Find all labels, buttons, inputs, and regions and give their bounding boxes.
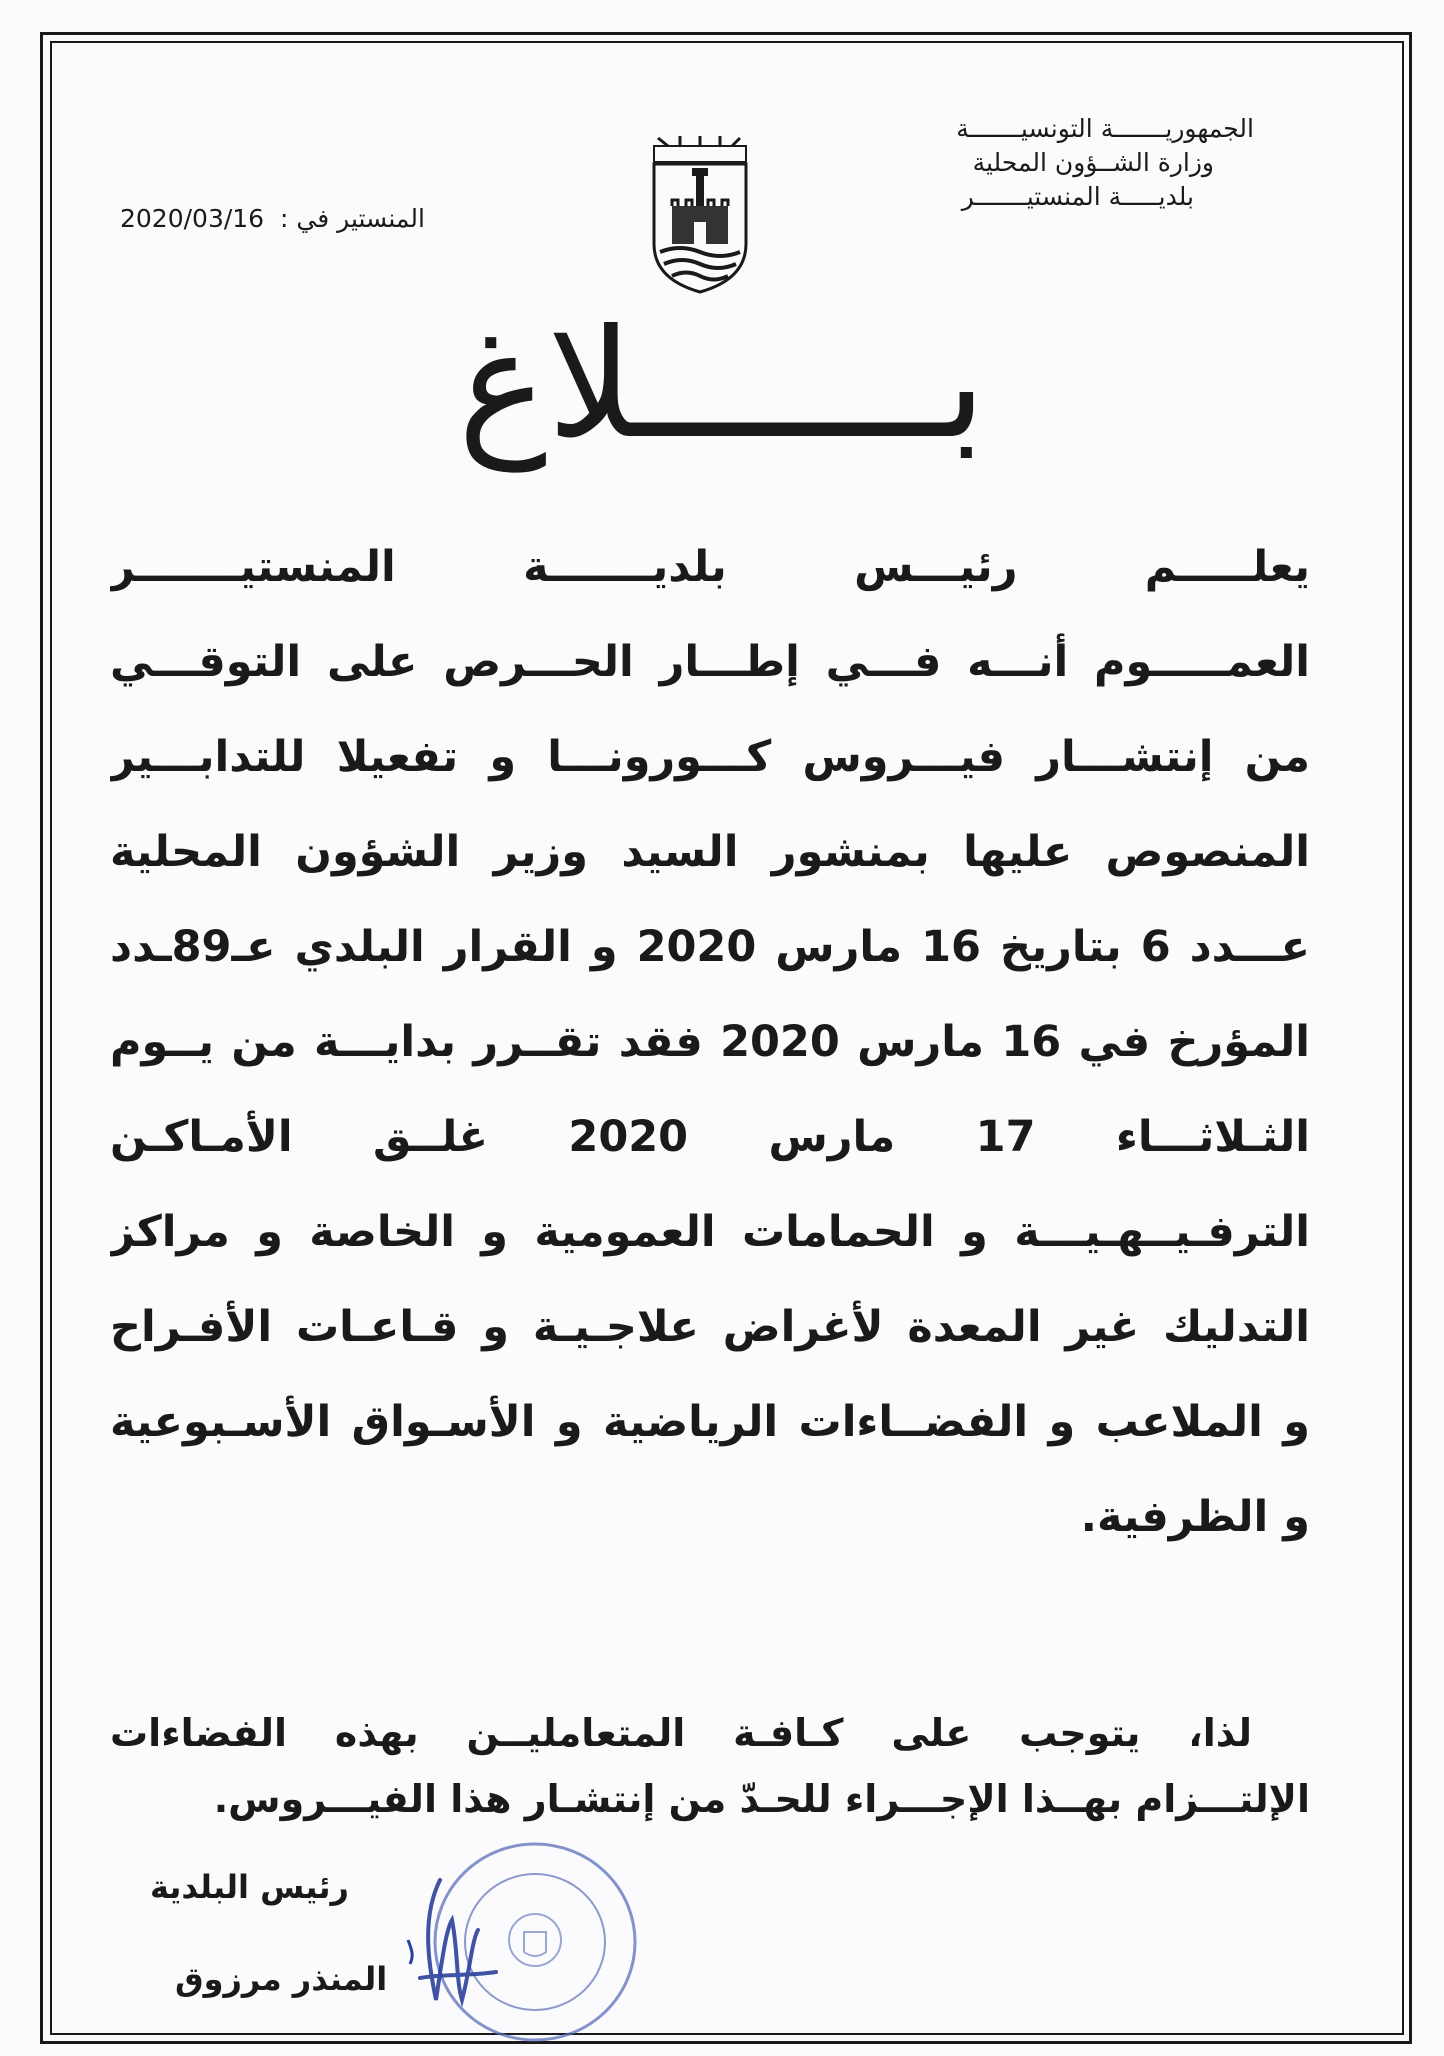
body-line: و الظرفية. bbox=[1080, 1492, 1310, 1542]
signatory-title: رئيس البلدية bbox=[150, 1868, 349, 1906]
handwritten-signature bbox=[400, 1860, 510, 2010]
body-line: يعلـــــم رئيـــس بلديـــــــة المنستيـــــــر bbox=[110, 542, 1310, 592]
monastir-crest-icon bbox=[650, 134, 750, 294]
body-line: المنصوص عليها بمنشور السيد وزير الشؤون المحلية bbox=[110, 827, 1310, 877]
date-value: 2020/03/16 bbox=[120, 204, 265, 233]
header-ministry: وزارة الشــؤون المحلية bbox=[972, 148, 1214, 177]
notice-body bbox=[110, 520, 1310, 1565]
document-date bbox=[112, 204, 425, 233]
closing-line: لذا، يتوجب على كـافـة المتعامليــن بهذه الفضاءات bbox=[110, 1711, 1252, 1755]
body-line: من إنتشـــار فيـــروس كـــورونـــا و تفعيلا للتدابـــير bbox=[110, 732, 1310, 782]
header-republic: الجمهوريـــــــة التونسيـــــــة bbox=[956, 114, 1254, 143]
notice-closing bbox=[110, 1700, 1310, 1832]
closing-line: الإلتـــزام بهــذا الإجـــراء للحـدّ من إنتشـار هذا الفيـــروس. bbox=[213, 1777, 1310, 1821]
body-line: عـــدد 6 بتاريخ 16 مارس 2020 و القرار البلدي عـ89ـدد bbox=[110, 922, 1310, 972]
notice-title: بـــــــلاغ bbox=[457, 298, 987, 472]
signatory-name: المنذر مرزوق bbox=[175, 1960, 388, 1998]
date-label: المنستير في : bbox=[280, 204, 425, 233]
body-line: العمـــــوم أنـــه فـــي إطـــار الحـــرص على التوقـــي bbox=[110, 637, 1310, 687]
body-line: الثـلاثـــاء 17 مارس 2020 غلــق الأمـاكـن bbox=[110, 1112, 1310, 1162]
body-line: و الملاعب و الفضــاءات الرياضية و الأسـواق الأسـبوعية bbox=[110, 1397, 1310, 1447]
header-municipality: بلديـــــة المنستيـــــــر bbox=[961, 182, 1194, 211]
body-line: التدليك غير المعدة لأغراض علاجـيـة و قـاعـات الأفـراح bbox=[110, 1302, 1310, 1352]
issuing-authority bbox=[834, 112, 1254, 214]
body-line: المؤرخ في 16 مارس 2020 فقد تقــرر بدايـــة من يــوم bbox=[110, 1017, 1310, 1067]
body-line: الترفـيــهـيـــة و الحمامات العمومية و الخاصة و مراكز bbox=[110, 1207, 1310, 1257]
